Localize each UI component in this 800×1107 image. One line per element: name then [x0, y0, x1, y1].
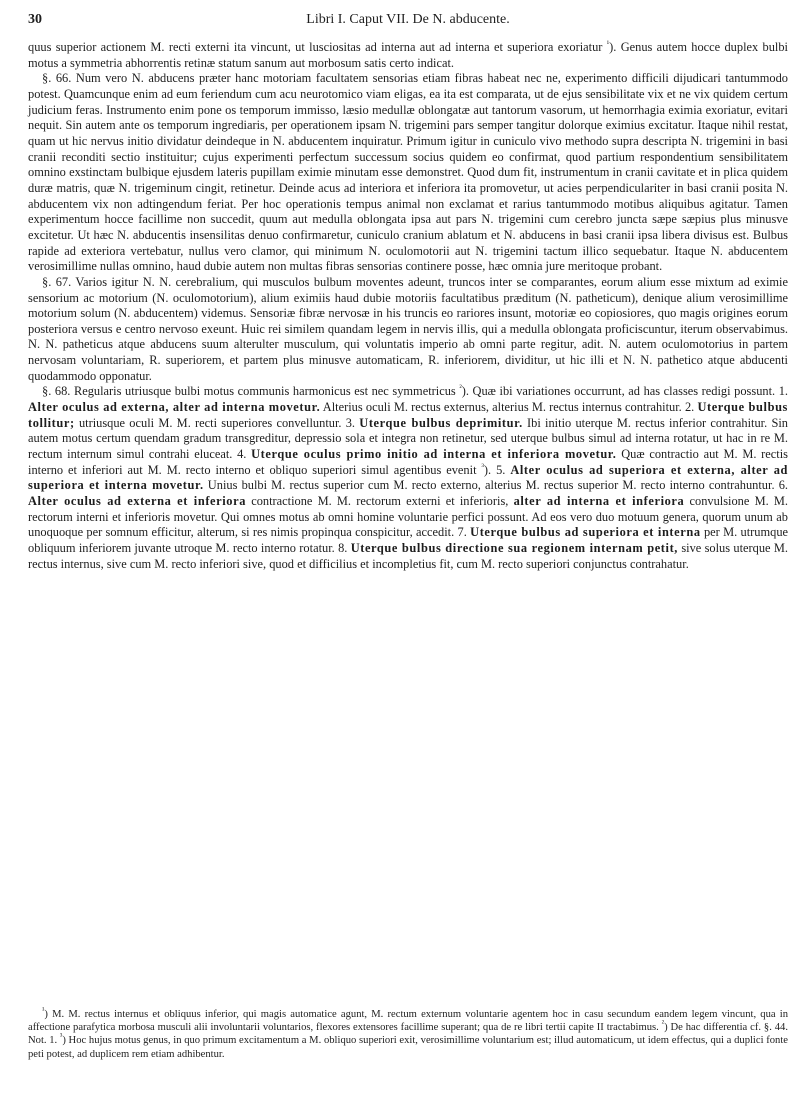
text-run: sive solus uterque M. rectus internus, sive cum M. recto inferiori sive, quod et difficilius et incompletius fit, cum M. recto superiori conjunctus contrahatur. [28, 541, 788, 571]
text-run: §. 67. Varios igitur N. N. cerebralium, qui musculos bulbum moventes adeunt, truncos inter se comparantes, eorum alium esse mixtum ad eximie sensorium ac motorium (N. oculomotorium), alium eximiis haud dubie motoriis facultatibus præditum (N. patheticum), denique alium verosimillime motorium solum (N. abducentem) videmus. Sensoriæ fibræ nervosæ in his truncis eo rariores insunt, motoriæ eo copiosiores, quo magis origines eorum posteriora versus e centro nervoso exeunt. Huic rei similem quandam legem in nervis illis, qui a medulla oblongata proficiscuntur, iterum observabimus. N. N. patheticus atque abducens suum alterulter musculum, qui voluntatis imperio ab omni parte regitur, adit. N. autem oculomotorius in partem nervosam voluntariam, R. superiorem, et partem plus minusve automaticam, R. inferiorem, dividitur, ut hic illi et N. N. pathetico atque abducenti quodammodo opponatur. [28, 274, 788, 383]
emphasized-text: Uterque bulbus deprimitur. [359, 415, 523, 430]
text-run: §. 68. Regularis utriusque bulbi motus communis harmonicus est nec symmetricus [42, 384, 460, 399]
emphasized-text: Uterque oculus primo initio ad interna et inferiora movetur. [251, 447, 617, 462]
emphasized-text: Alter oculus ad externa, alter ad interna movetur. [28, 400, 321, 415]
footnote-marker: ² [661, 1018, 665, 1028]
footnote-marker: ³ [59, 1031, 63, 1041]
paragraph [28, 384, 788, 572]
footnotes [28, 1005, 788, 1061]
text-run: ) De hac differentia cf. §. 44. Not. 1. [28, 1022, 788, 1047]
footnote-marker: ¹ [606, 38, 610, 48]
text-run: convulsione M. M. rectorum interni et inferioris movetur. Qui omnes motus ab omni homine voluntarie perfici possunt. Ad eos vero duo motuum genera, quorum unum ab unoquoque per somnum efficitur, alterum, si res nimis propinqua conspicitur, accedit. 7. [28, 494, 788, 540]
text-run: ). 5. [483, 462, 511, 477]
main-text [28, 40, 788, 572]
text-run: Unius bulbi M. rectus superior cum M. recto externo, alterius M. rectus superior M. recto interno contrahuntur. 6. [203, 478, 788, 493]
text-run: per M. utrumque obliquum inferiorem juvante utroque M. recto interno rotatur. 8. [28, 525, 789, 555]
emphasized-text: Uterque bulbus tollitur; [28, 400, 788, 430]
text-run: §. 66. Num vero N. abducens præter hanc motoriam facultatem sensorias etiam fibras habeat nec ne, experimento difficili dijudicari tantummodo potest. Quamcunque enim ad eum feriendum cum acu neurotomico viam eligas, ea ita est comparata, ut de ejus sensibilitate vix et ne vix quidem certum judicium feras. Instrumento enim pone os temporum immisso, læsio medullæ oblongatæ aut tantorum vasorum, ut hemorrhagia eximia exoriatur, evitari nequit. Sin autem ante os temporum ingrediaris, per operationem ipsam N. trigemini pars semper tangitur dolorque eximius excitatur. Itaque nihil restat, quam ut hic nervus initio dividatur deindeque in N. abducentem inquiratur. Primum igitur in cuniculo vivo methodo supra descripta N. trigemini in basi cranii reconditi sectio instituitur; cujus experimenti perfectum successum socius quidem eo confirmat, quod partium respondentium sensibilitatem omnino exstinctam bulbique ejusdem lateris pupillam eximie minutam esse demonstret. Quod dum fit, instrumentum in cranii cavitate et in plica quidem duræ matris, quæ N. trigeminum cingit, retinetur. Deinde acus ad interiora et inferiora ita promovetur, ut acies perpendiculariter in basi cranii posita N. abducentem vix non adtingendum feriat. Per hoc operationis tempus animal non exclamat et rarius tantummodo motibus aliquibus agitatur. Tamen experimentum hocce facillime non succedit, quum aut medulla oblongata ipsa aut pars N. trigemini cum cerebro juncta sæpe sæpius plus minusve excitetur. Ut hæc N. abducentis insensilitas denuo confirmaretur, cuniculo cranium ablatum et N. abducens in basi cranii ipsa libera divisus est. Bulbus rapide ad exteriora vertebatur, nullus vero clamor, qui minimum N. oculomotorii aut N. trigemini tactum illico sequebatur. Itaque N. abducentem verosimillime nullas omnino, haud dubie autem non multas fibras sensorias continere posse, hæc omnia jure meritoque probant. [28, 71, 788, 274]
paragraph [28, 40, 788, 71]
emphasized-text: Alter oculus ad externa et inferiora [28, 494, 246, 509]
paragraph [28, 275, 788, 385]
footnote-marker: ¹ [42, 1005, 45, 1015]
text-run: quus superior actionem M. recti externi ita vincunt, ut lusciositas ad interna aut ad interna et superiora exoriatur [28, 40, 607, 54]
running-head [28, 12, 788, 34]
emphasized-text: alter ad interna et inferiora [513, 494, 685, 509]
text-run: ) M. M. rectus internus et obliquus inferior, qui magis automatice agunt, M. rectum externum voluntarie agentem hoc in casu secundum eandem legem vincunt, qua in affectione parafytica morbosa musculi alii involuntarii voluntarios, flexores extensores facillime superant; qua de re libri tertii capite II tractabimus. [28, 1009, 788, 1034]
text-run: ) Hoc hujus motus genus, in quo primum excitamentum a M. obliquo superiori exit, verosimillime voluntarium est; illud automaticum, ut idem effectus, qui a duplici fonte peti potest, ad duplicem rem etiam adhibentur. [28, 1035, 788, 1060]
footnote [28, 1005, 788, 1061]
page-number: 30 [28, 12, 42, 27]
text-run: Quæ contractio aut M. M. rectis interno et inferiori aut M. M. recto interno et obliquo superiori simul agentibus evenit [28, 447, 788, 477]
text-run: utriusque oculi M. M. recti superiores convelluntur. 3. [74, 415, 360, 430]
emphasized-text: Uterque bulbus directione sua regionem internam petit, [350, 541, 678, 555]
text-run: contractione M. M. rectorum externi et inferioris, [246, 494, 514, 509]
footnote-marker: ² [459, 383, 462, 393]
emphasized-text: Uterque bulbus ad superiora et interna [470, 525, 701, 540]
paragraph [28, 71, 788, 275]
text-run: Ibi initio uterque M. rectus inferior contrahitur. Sin autem motus certum quendam gradum transgreditur, depressio sola et integra non retinetur, sed uterque bulbus simul ad interna rotatur, ut hac in re M. rectum internum simul contrahi eluceat. 4. [28, 415, 788, 462]
emphasized-text: Alter oculus ad superiora et externa, alter ad superiora et interna movetur. [28, 462, 788, 493]
text-run: ). Genus autem hocce duplex bulbi motus a symmetria abhorrentis retinæ statum sanum aut morbosum satis certo indicat. [28, 40, 789, 70]
text-run: ). Quæ ibi variationes occurrunt, ad has classes redigi possunt. 1. [461, 384, 789, 399]
text-run: Alterius oculi M. rectus externus, alterius M. rectus internus contrahitur. 2. [320, 400, 698, 415]
chapter-title: Libri I. Caput VII. De N. abducente. [306, 12, 510, 27]
footnote-marker: ³ [481, 461, 484, 471]
